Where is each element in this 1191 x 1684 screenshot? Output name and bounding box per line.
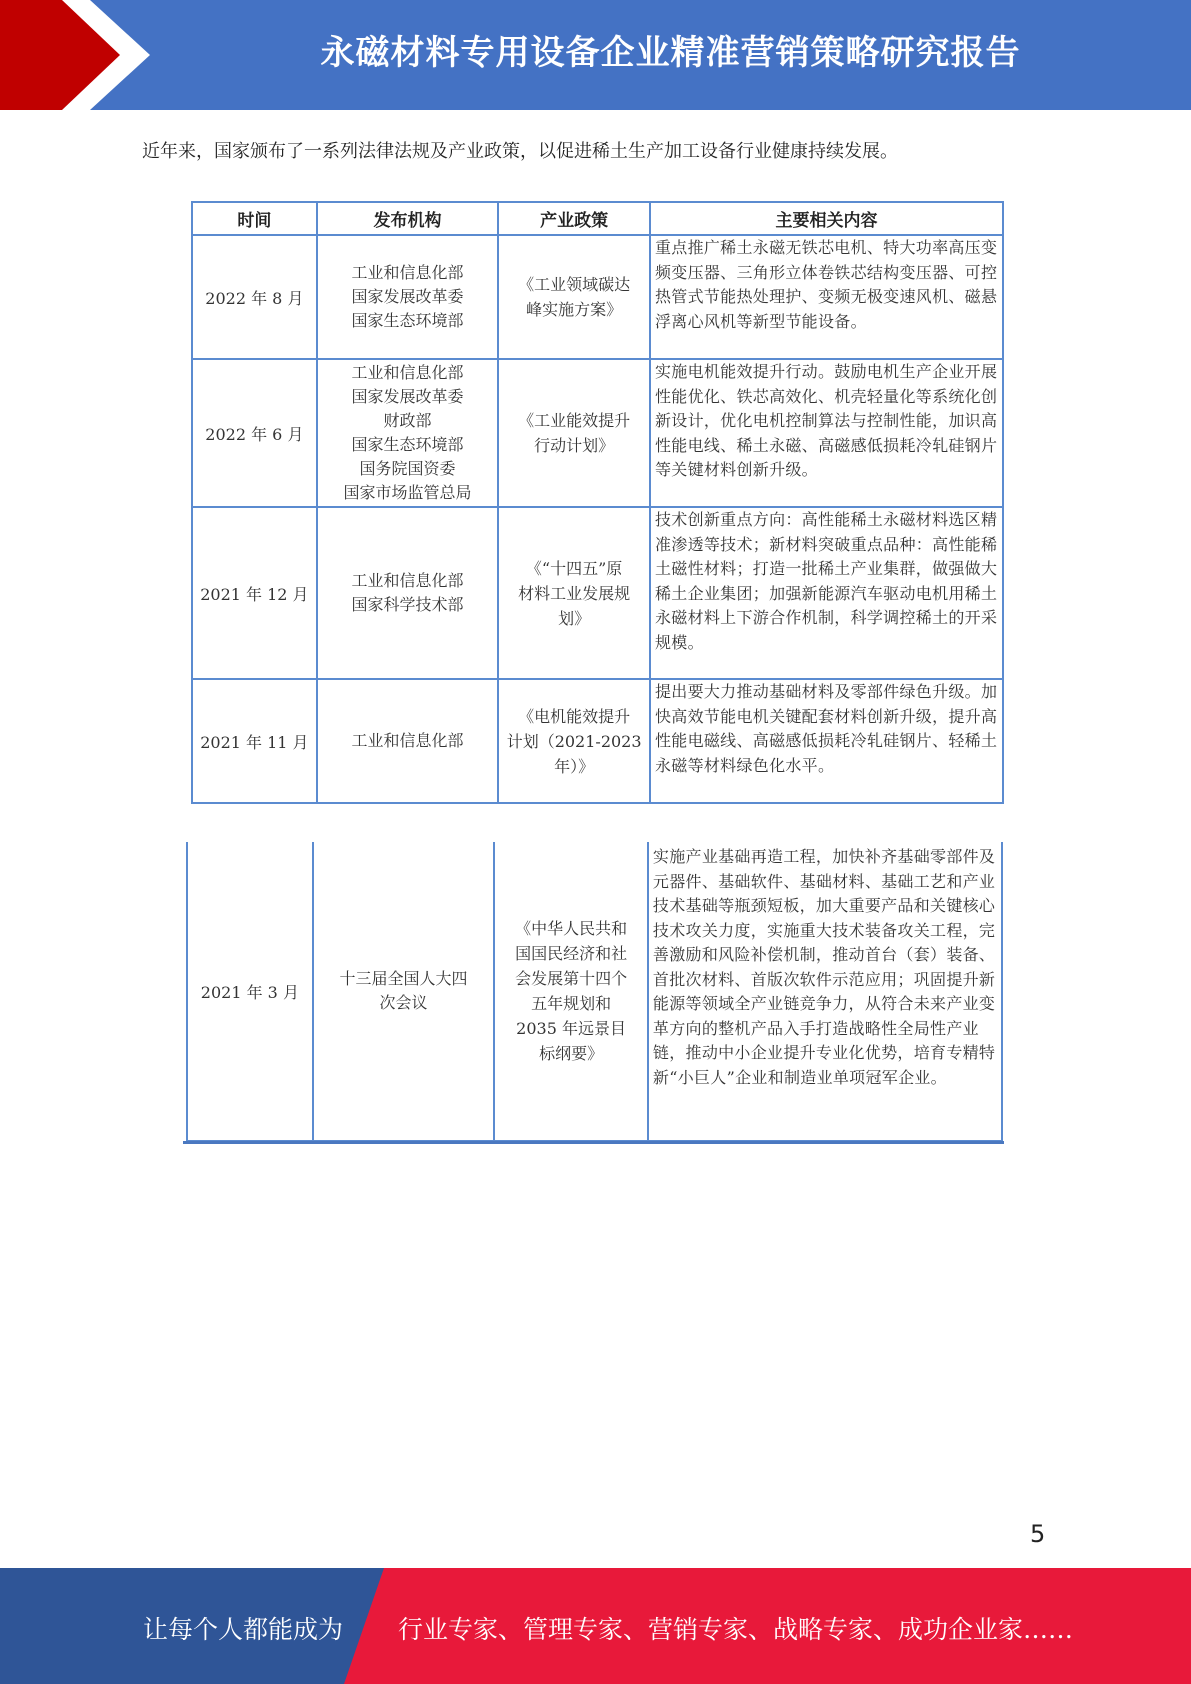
cell-date: 2021 年 3 月 — [187, 842, 313, 1141]
cell-content: 提出要大力推动基础材料及零部件绿色升级。加快高效节能电机关键配套材料创新升级，提升高性能电磁线、高磁感低损耗冷轧硅钢片、轻稀土永磁等材料绿色化水平。 — [650, 679, 1003, 803]
cell-content: 实施产业基础再造工程，加快补齐基础零部件及元器件、基础软件、基础材料、基础工艺和产业技术基础等瓶颈短板，加大重要产品和关键核心技术攻关力度，实施重大技术装备攻关工程，完善激励和风险补偿机制，推动首台（套）装备、首批次材料、首版次软件示范应用；巩固提升新能源等领域全产业链竞争力，从符合未来产业变革方向的整机产品入手打造战略性全局性产业链，推动中小企业提升专业化优势，培育专精特新“小巨人”企业和制造业单项冠军企业。 — [648, 842, 1002, 1141]
cell-issuer: 工业和信息化部 国家发展改革委 财政部 国家生态环境部 国务院国资委 国家市场监管总局 — [317, 359, 499, 507]
cell-content: 技术创新重点方向：高性能稀土永磁材料选区精准渗透等技术；新材料突破重点品种：高性能稀土磁性材料；打造一批稀土产业集群，做强做大稀土企业集团；加强新能源汽车驱动电机用稀土永磁材料上下游合作机制，科学调控稀土的开采规模。 — [650, 507, 1003, 679]
cell-policy: 《工业领域碳达 峰实施方案》 — [498, 235, 650, 359]
cell-date: 2022 年 8 月 — [192, 235, 317, 359]
policy-table-part1 — [185, 195, 1010, 805]
table-bottom-border — [183, 1141, 1004, 1144]
header-issuer: 发布机构 — [317, 202, 499, 235]
table-row — [187, 842, 1002, 1141]
intro-paragraph: 近年来，国家颁布了一系列法律法规及产业政策，以促进稀土生产加工设备行业健康持续发展。 — [142, 141, 898, 162]
cell-content: 实施电机能效提升行动。鼓励电机生产企业开展性能优化、铁芯高效化、机壳轻量化等系统化创新设计，优化电机控制算法与控制性能，加识高性能电线、稀土永磁、高磁感低损耗冷轧硅钢片等关键材料创新升级。 — [650, 359, 1003, 507]
table-row — [192, 359, 1003, 507]
table-header-row — [192, 202, 1003, 235]
cell-content: 重点推广稀土永磁无铁芯电机、特大功率高压变频变压器、三角形立体卷铁芯结构变压器、可控热管式节能热处理护、变频无极变速风机、磁悬浮离心风机等新型节能设备。 — [650, 235, 1003, 359]
cell-issuer: 工业和信息化部 — [317, 679, 499, 803]
header-arrow-decoration — [0, 0, 150, 110]
cell-issuer: 工业和信息化部 国家发展改革委 国家生态环境部 — [317, 235, 499, 359]
cell-issuer: 工业和信息化部 国家科学技术部 — [317, 507, 499, 679]
header-banner — [0, 0, 1191, 110]
header-policy: 产业政策 — [498, 202, 650, 235]
page-number: 5 — [1030, 1520, 1046, 1548]
cell-policy: 《“十四五”原 材料工业发展规 划》 — [498, 507, 650, 679]
report-title: 永磁材料专用设备企业精准营销策略研究报告 — [320, 33, 1021, 73]
header-time: 时间 — [192, 202, 317, 235]
cell-policy: 《电机能效提升 计划（2021-2023 年）》 — [498, 679, 650, 803]
table-row — [192, 679, 1003, 803]
footer-slogan-right: 行业专家、管理专家、营销专家、战略专家、成功企业家…… — [398, 1615, 1074, 1644]
cell-issuer: 十三届全国人大四 次会议 — [313, 842, 495, 1141]
cell-policy: 《中华人民共和 国国民经济和社 会发展第十四个 五年规划和 2035 年远景目 标纲要》 — [494, 842, 648, 1141]
cell-date: 2021 年 11 月 — [192, 679, 317, 803]
cell-policy: 《工业能效提升 行动计划》 — [498, 359, 650, 507]
table-row — [192, 235, 1003, 359]
table-row — [192, 507, 1003, 679]
footer-slogan-left: 让每个人都能成为 — [143, 1615, 344, 1644]
header-content: 主要相关内容 — [650, 202, 1003, 235]
policy-table-part2 — [182, 842, 1007, 1144]
cell-date: 2021 年 12 月 — [192, 507, 317, 679]
cell-date: 2022 年 6 月 — [192, 359, 317, 507]
